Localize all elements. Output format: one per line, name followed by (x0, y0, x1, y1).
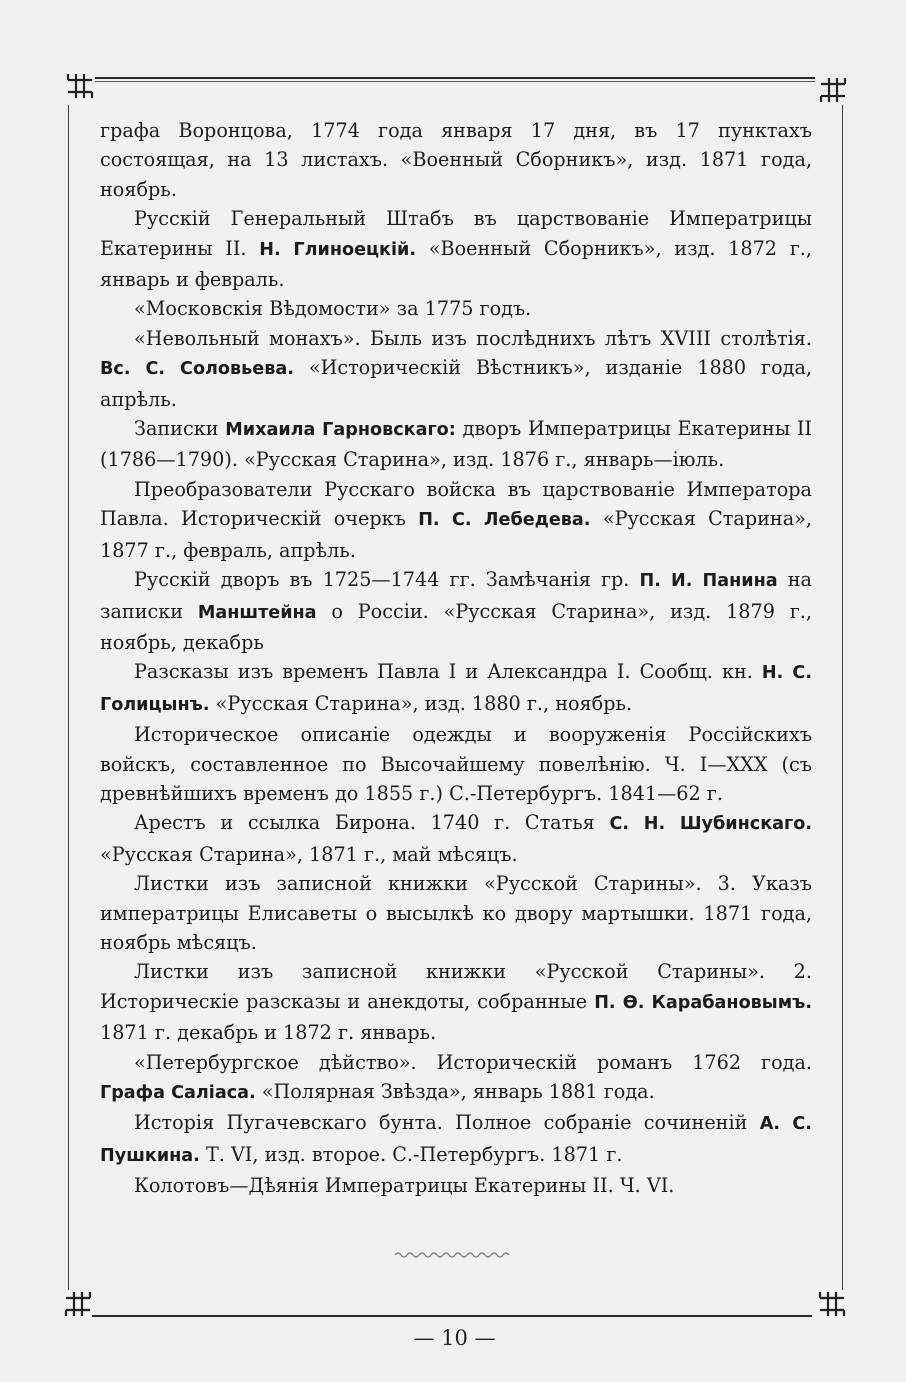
entry-text: графа Воронцова, 1774 года января 17 дня, въ 17 пунктахъ состоящая, на 13 листахъ. «Военный Сборникъ», изд. 1871 года, ноябрь. (100, 119, 812, 201)
frame-top-rule (95, 77, 815, 79)
bibliography-entry (100, 294, 812, 323)
entry-text: «Невольный монахъ». Быль изъ послѣднихъ лѣтъ XVIII столѣтія. (134, 326, 812, 350)
bibliography-entry (100, 869, 812, 957)
entry-text: 1871 г. декабрь и 1872 г. январь. (100, 1021, 437, 1045)
entry-text: Русскій Генеральный Штабъ въ царствованіе Императрицы Екатерины II. (100, 207, 812, 260)
frame-top-rule-inner (95, 81, 815, 82)
bibliography-entry (100, 957, 812, 1047)
entry-text: «Московскія Вѣдомости» за 1775 годъ. (134, 297, 532, 321)
frame-bottom-rule (92, 1315, 812, 1317)
frame-left-rule (68, 105, 69, 1290)
entry-text: Колотовъ—Дѣянія Императрицы Екатерины II. Ч. VI. (134, 1174, 675, 1198)
bibliography-entry (100, 414, 812, 475)
bibliography-entry (100, 565, 812, 657)
author-name: Вс. С. Соловьева. (100, 359, 294, 380)
author-name: П. Ѳ. Карабановымъ. (594, 992, 812, 1013)
bibliography-entry (100, 116, 812, 204)
entry-text: Листки изъ записной книжки «Русской Старины». 2. Историческіе разсказы и анекдоты, собранные (100, 960, 812, 1013)
corner-ornament-top-right-icon (819, 76, 847, 104)
bibliography-list (100, 116, 812, 1201)
author-name: А. С. Пушкина. (100, 1114, 812, 1166)
wavy-divider-icon (395, 1250, 510, 1260)
author-name: Н. С. Голицынъ. (100, 663, 812, 715)
entry-text: «Историческій Вѣстникъ», изданіе 1880 года, апрѣль. (100, 356, 812, 411)
entry-text: Исторія Пугачевскаго бунта. Полное собраніе сочиненій (134, 1111, 760, 1135)
entry-text: «Полярная Звѣзда», январь 1881 года. (255, 1080, 655, 1103)
entry-text: «Петербургское дѣйство». Историческій романъ 1762 года. (134, 1050, 812, 1074)
entry-text: «Русская Старина», 1877 г., февраль, апрѣль. (100, 507, 812, 562)
entry-text: дворъ Императрицы Екатерины II (1786—1790). «Русская Старина», изд. 1876 г., январь—іюль. (100, 417, 812, 472)
author-name: Михаила Гарновскаго: (225, 420, 456, 441)
author-name: С. Н. Шубинскаго. (609, 814, 812, 835)
corner-ornament-top-left-icon (66, 72, 94, 100)
entry-text: Разсказы изъ временъ Павла I и Александра I. Сообщ. кн. (134, 660, 762, 684)
entry-text: Арестъ и ссылка Бирона. 1740 г. Статья (134, 811, 610, 835)
bibliography-entry (100, 1048, 812, 1109)
author-name: П. И. Панина (639, 571, 778, 592)
entry-text: Листки изъ записной книжки «Русской Старины». 3. Указъ императрицы Елисаветы о высылкѣ ко двору мартышки. 1871 года, ноябрь мѣсяцъ. (100, 872, 812, 954)
author-name: Манштейна (197, 602, 317, 623)
bibliography-entry (100, 324, 812, 414)
bibliography-entry (100, 720, 812, 808)
frame-right-rule (842, 105, 843, 1290)
page-number: — 10 — (413, 1326, 496, 1350)
bibliography-entry (100, 1108, 812, 1171)
entry-text: на записки (100, 568, 812, 623)
entry-text: «Военный Сборникъ», изд. 1872 г., январь и февраль. (100, 236, 812, 292)
author-name: Графа Саліаса. (100, 1083, 256, 1103)
entry-text: Историческое описаніе одежды и вооруженія Россійскихъ войскъ, составленное по Высочайшему повелѣнію. Ч. I—XXX (съ древнѣйшихъ временъ до 1855 г.) С.-Петербургъ. 1841—62 г. (100, 723, 812, 805)
bibliography-entry (100, 204, 812, 294)
bibliography-entry (100, 657, 812, 720)
entry-text: о Россіи. «Русская Старина», изд. 1879 г., ноябрь, декабрь (100, 599, 812, 654)
bibliography-entry (100, 1171, 812, 1200)
entry-text: «Русская Старина», изд. 1880 г., ноябрь. (209, 691, 633, 715)
bibliography-entry (100, 475, 812, 565)
entry-text: Русскій дворъ въ 1725—1744 гг. Замѣчанія гр. (134, 568, 640, 592)
entry-text: Т. VI, изд. второе. С.-Петербургъ. 1871 г. (199, 1142, 623, 1166)
bibliography-entry (100, 808, 812, 869)
entry-text: «Русская Старина», 1871 г., май мѣсяцъ. (100, 842, 518, 866)
corner-ornament-bottom-left-icon (64, 1290, 92, 1318)
author-name: Н. Глиноецкій. (259, 239, 417, 260)
corner-ornament-bottom-right-icon (818, 1290, 846, 1318)
entry-text: Записки (134, 417, 226, 441)
author-name: П. С. Лебедева. (418, 510, 591, 531)
entry-text: Преобразователи Русскаго войска въ царствованіе Императора Павла. Историческій очеркъ (100, 477, 812, 531)
